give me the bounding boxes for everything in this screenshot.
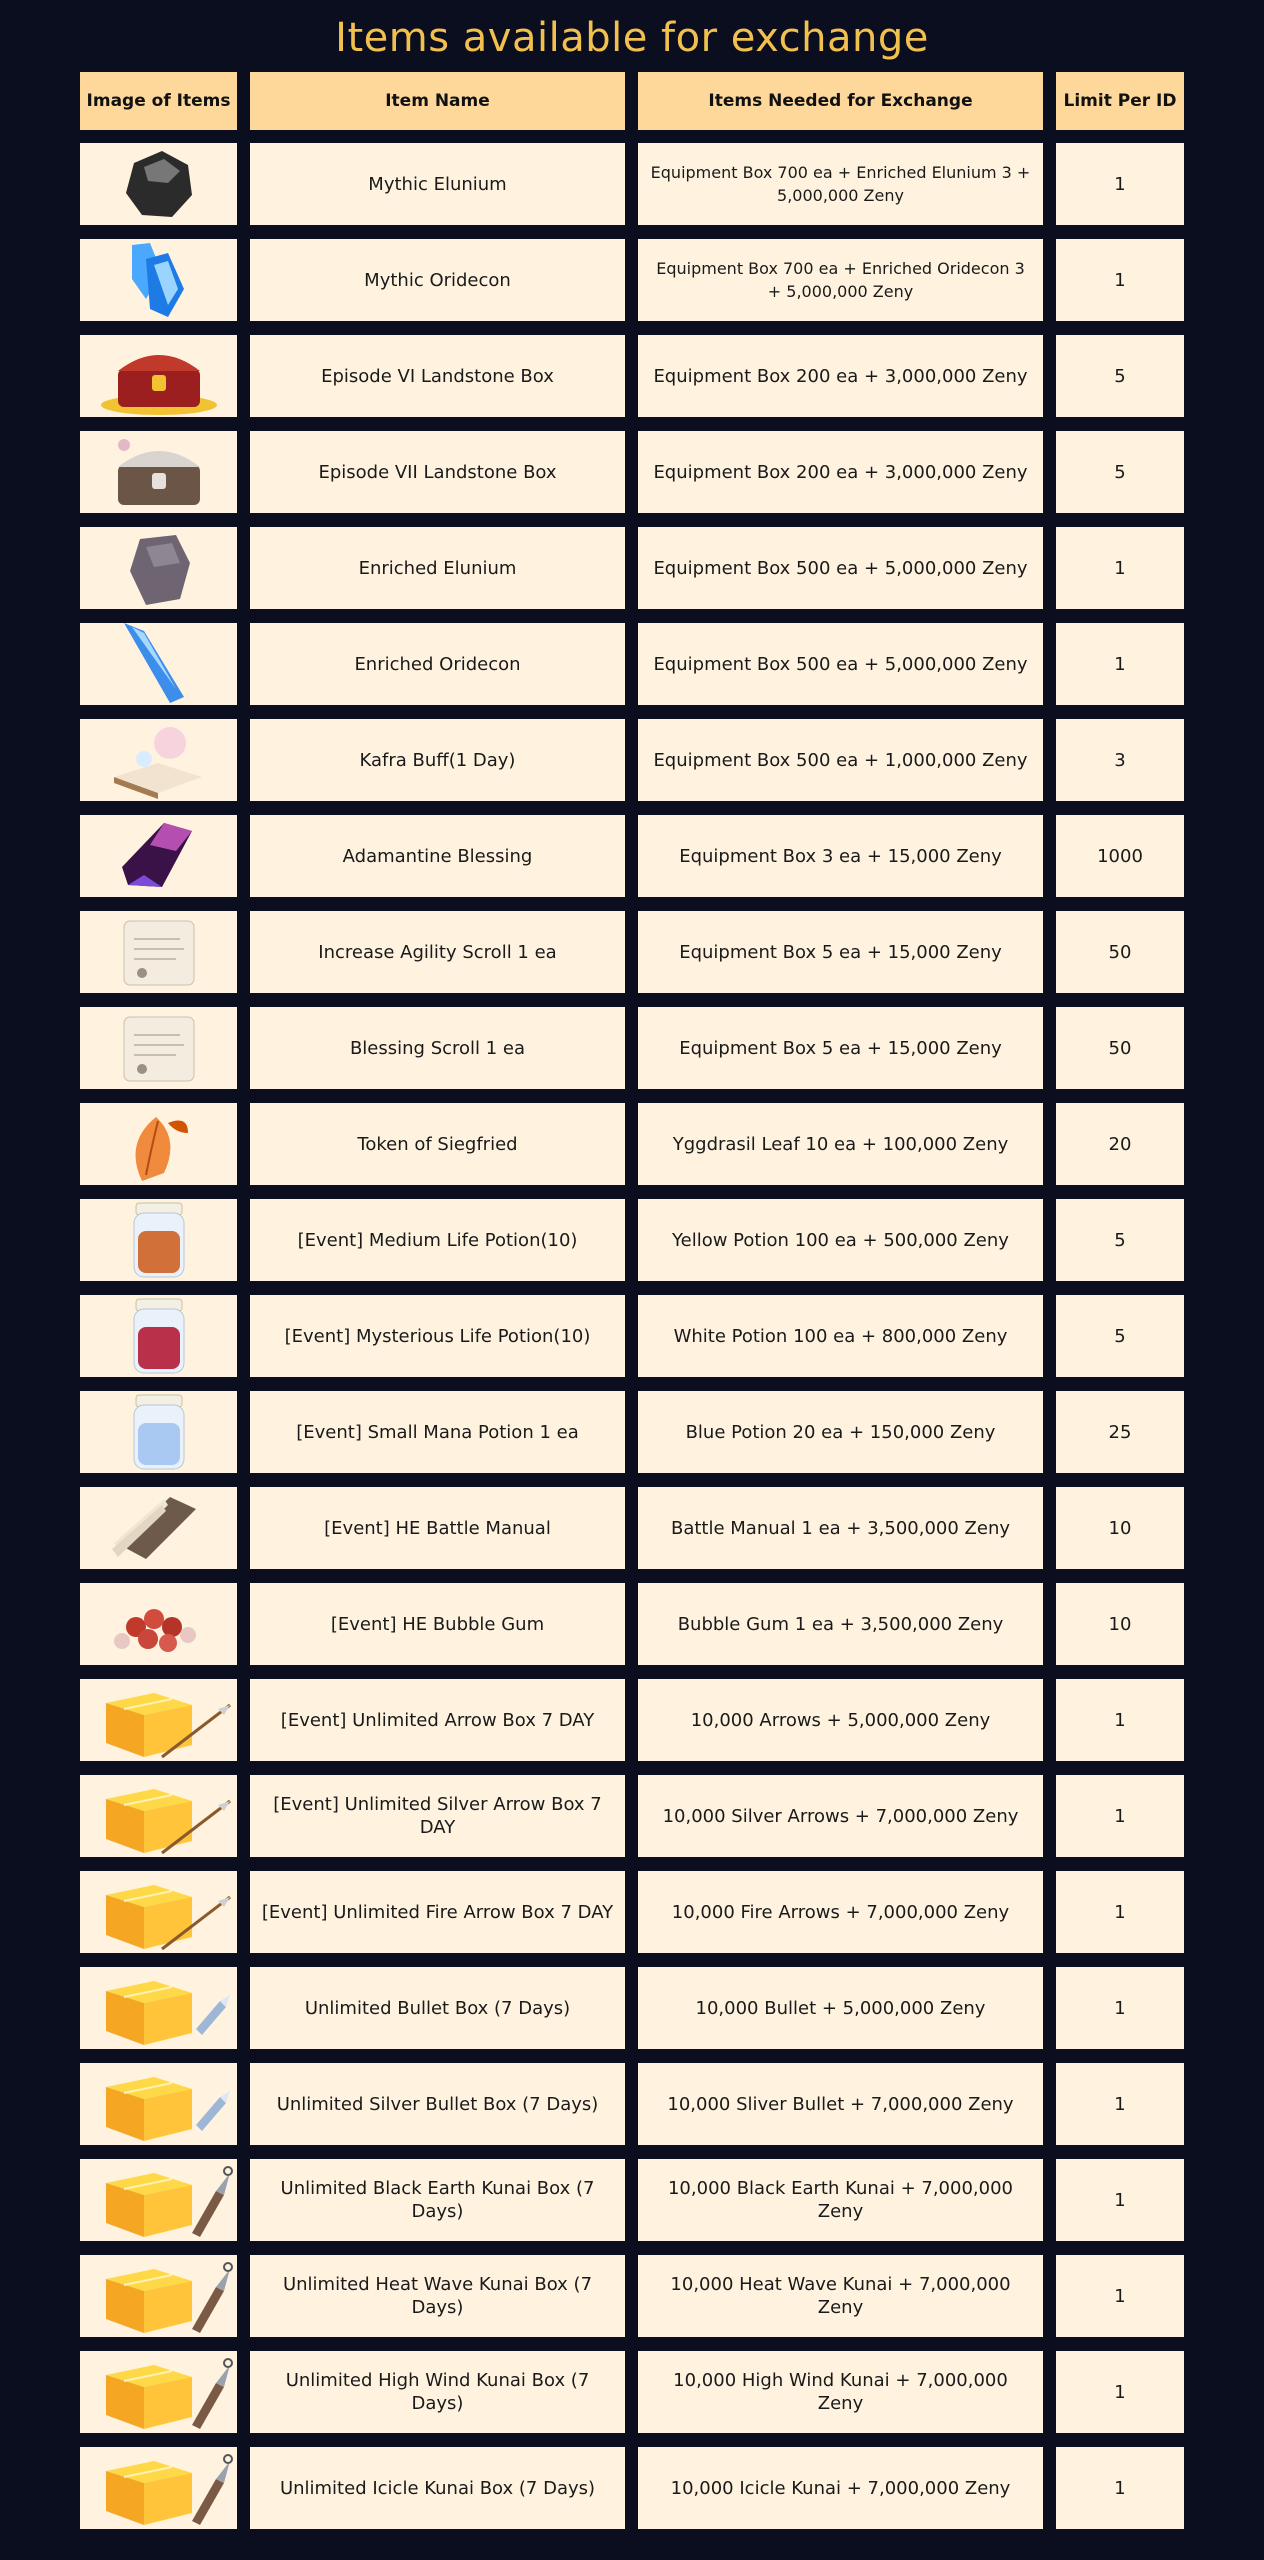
item-image-cell — [80, 335, 237, 417]
item-name: [Event] Unlimited Arrow Box 7 DAY — [250, 1679, 625, 1761]
item-name: [Event] HE Bubble Gum — [250, 1583, 625, 1665]
table-row — [0, 1391, 1264, 1473]
gold-box-bullet-icon — [84, 1967, 234, 2049]
table-row — [0, 911, 1264, 993]
items-needed: Equipment Box 500 ea + 1,000,000 Zeny — [638, 719, 1043, 801]
item-name: [Event] Small Mana Potion 1 ea — [250, 1391, 625, 1473]
open-book-orb-icon — [84, 719, 234, 801]
gold-box-kunai-icon — [84, 2447, 234, 2529]
item-image-cell — [80, 1295, 237, 1377]
item-name: Unlimited Silver Bullet Box (7 Days) — [250, 2063, 625, 2145]
limit-per-id: 1 — [1056, 2255, 1184, 2337]
item-image-cell — [80, 1007, 237, 1089]
items-needed: Yellow Potion 100 ea + 500,000 Zeny — [638, 1199, 1043, 1281]
items-needed: Bubble Gum 1 ea + 3,500,000 Zeny — [638, 1583, 1043, 1665]
item-image-cell — [80, 2159, 237, 2241]
limit-per-id: 20 — [1056, 1103, 1184, 1185]
table-row — [0, 1679, 1264, 1761]
table-row — [0, 1967, 1264, 2049]
item-name: Kafra Buff(1 Day) — [250, 719, 625, 801]
orange-potion-jar-icon — [84, 1199, 234, 1281]
item-image-cell — [80, 1775, 237, 1857]
item-image-cell — [80, 527, 237, 609]
gold-box-kunai-icon — [84, 2351, 234, 2433]
table-row — [0, 2255, 1264, 2337]
item-name: Blessing Scroll 1 ea — [250, 1007, 625, 1089]
item-image-cell — [80, 1391, 237, 1473]
leaf-feather-icon — [84, 1103, 234, 1185]
red-potion-jar-icon — [84, 1295, 234, 1377]
limit-per-id: 1 — [1056, 623, 1184, 705]
item-name: Episode VII Landstone Box — [250, 431, 625, 513]
items-needed: White Potion 100 ea + 800,000 Zeny — [638, 1295, 1043, 1377]
limit-per-id: 1 — [1056, 143, 1184, 225]
limit-per-id: 25 — [1056, 1391, 1184, 1473]
items-needed: Equipment Box 3 ea + 15,000 Zeny — [638, 815, 1043, 897]
table-row — [0, 431, 1264, 513]
items-needed: Equipment Box 200 ea + 3,000,000 Zeny — [638, 335, 1043, 417]
item-name: [Event] Unlimited Fire Arrow Box 7 DAY — [250, 1871, 625, 1953]
item-image-cell — [80, 1103, 237, 1185]
items-needed: 10,000 Sliver Bullet + 7,000,000 Zeny — [638, 2063, 1043, 2145]
items-needed: Equipment Box 700 ea + Enriched Elunium 3 + 5,000,000 Zeny — [638, 143, 1043, 225]
items-needed: Battle Manual 1 ea + 3,500,000 Zeny — [638, 1487, 1043, 1569]
table-row — [0, 1775, 1264, 1857]
table-row — [0, 623, 1264, 705]
items-needed: Equipment Box 200 ea + 3,000,000 Zeny — [638, 431, 1043, 513]
item-name: Unlimited Bullet Box (7 Days) — [250, 1967, 625, 2049]
item-name: Mythic Elunium — [250, 143, 625, 225]
limit-per-id: 1 — [1056, 527, 1184, 609]
items-needed: 10,000 Icicle Kunai + 7,000,000 Zeny — [638, 2447, 1043, 2529]
gold-box-kunai-icon — [84, 2255, 234, 2337]
item-image-cell — [80, 2447, 237, 2529]
limit-per-id: 5 — [1056, 431, 1184, 513]
limit-per-id: 50 — [1056, 911, 1184, 993]
item-image-cell — [80, 2063, 237, 2145]
table-row — [0, 2351, 1264, 2433]
limit-per-id: 1 — [1056, 2447, 1184, 2529]
page-title: Items available for exchange — [335, 15, 929, 61]
item-name: Enriched Elunium — [250, 527, 625, 609]
limit-per-id: 1 — [1056, 2351, 1184, 2433]
items-needed: 10,000 Arrows + 5,000,000 Zeny — [638, 1679, 1043, 1761]
limit-per-id: 1 — [1056, 1967, 1184, 2049]
item-image-cell — [80, 815, 237, 897]
manual-book-icon — [84, 1487, 234, 1569]
red-treasure-chest-icon — [84, 335, 234, 417]
items-needed: Yggdrasil Leaf 10 ea + 100,000 Zeny — [638, 1103, 1043, 1185]
item-name: Unlimited Icicle Kunai Box (7 Days) — [250, 2447, 625, 2529]
item-name: Enriched Oridecon — [250, 623, 625, 705]
item-image-cell — [80, 1679, 237, 1761]
limit-per-id: 1 — [1056, 1679, 1184, 1761]
limit-per-id: 5 — [1056, 1199, 1184, 1281]
table-row — [0, 719, 1264, 801]
table-row — [0, 2159, 1264, 2241]
item-name: Unlimited High Wind Kunai Box (7 Days) — [250, 2351, 625, 2433]
gold-box-kunai-icon — [84, 2159, 234, 2241]
item-image-cell — [80, 911, 237, 993]
item-image-cell — [80, 143, 237, 225]
table-row — [0, 1199, 1264, 1281]
item-name: Unlimited Black Earth Kunai Box (7 Days) — [250, 2159, 625, 2241]
limit-per-id: 1000 — [1056, 815, 1184, 897]
items-needed: Equipment Box 5 ea + 15,000 Zeny — [638, 1007, 1043, 1089]
table-row — [0, 2063, 1264, 2145]
item-image-cell — [80, 623, 237, 705]
item-name: Adamantine Blessing — [250, 815, 625, 897]
limit-per-id: 5 — [1056, 335, 1184, 417]
table-row — [0, 1871, 1264, 1953]
blue-crystal-icon — [84, 239, 234, 321]
item-name: Token of Siegfried — [250, 1103, 625, 1185]
table-header — [0, 72, 1264, 130]
black-stone-icon — [84, 143, 234, 225]
table-row — [0, 1487, 1264, 1569]
items-needed: 10,000 High Wind Kunai + 7,000,000 Zeny — [638, 2351, 1043, 2433]
gold-box-arrow-icon — [84, 1679, 234, 1761]
limit-per-id: 1 — [1056, 2159, 1184, 2241]
items-needed: 10,000 Heat Wave Kunai + 7,000,000 Zeny — [638, 2255, 1043, 2337]
item-name: Episode VI Landstone Box — [250, 335, 625, 417]
column-header-items-needed: Items Needed for Exchange — [638, 72, 1043, 130]
table-row — [0, 239, 1264, 321]
column-header-image: Image of Items — [80, 72, 237, 130]
table-row — [0, 1295, 1264, 1377]
item-image-cell — [80, 1967, 237, 2049]
items-needed: Equipment Box 5 ea + 15,000 Zeny — [638, 911, 1043, 993]
item-image-cell — [80, 1871, 237, 1953]
gold-box-arrow-icon — [84, 1775, 234, 1857]
items-needed: 10,000 Bullet + 5,000,000 Zeny — [638, 1967, 1043, 2049]
table-row — [0, 143, 1264, 225]
limit-per-id: 5 — [1056, 1295, 1184, 1377]
item-name: Mythic Oridecon — [250, 239, 625, 321]
items-needed: Equipment Box 700 ea + Enriched Oridecon 3 + 5,000,000 Zeny — [638, 239, 1043, 321]
item-name: [Event] Mysterious Life Potion(10) — [250, 1295, 625, 1377]
item-image-cell — [80, 431, 237, 513]
limit-per-id: 1 — [1056, 1775, 1184, 1857]
table-row — [0, 815, 1264, 897]
item-image-cell — [80, 1583, 237, 1665]
blue-potion-jar-icon — [84, 1391, 234, 1473]
scroll-icon — [84, 911, 234, 993]
items-needed: Equipment Box 500 ea + 5,000,000 Zeny — [638, 527, 1043, 609]
blue-shard-icon — [84, 623, 234, 705]
items-needed: Blue Potion 20 ea + 150,000 Zeny — [638, 1391, 1043, 1473]
table-row — [0, 1103, 1264, 1185]
column-header-item-name: Item Name — [250, 72, 625, 130]
gold-box-bullet-icon — [84, 2063, 234, 2145]
item-name: [Event] Unlimited Silver Arrow Box 7 DAY — [250, 1775, 625, 1857]
item-image-cell — [80, 719, 237, 801]
item-name: Unlimited Heat Wave Kunai Box (7 Days) — [250, 2255, 625, 2337]
limit-per-id: 3 — [1056, 719, 1184, 801]
scroll-icon — [84, 1007, 234, 1089]
item-name: Increase Agility Scroll 1 ea — [250, 911, 625, 993]
items-needed: 10,000 Black Earth Kunai + 7,000,000 Zeny — [638, 2159, 1043, 2241]
bubble-gum-icon — [84, 1583, 234, 1665]
item-name: [Event] HE Battle Manual — [250, 1487, 625, 1569]
column-header-limit: Limit Per ID — [1056, 72, 1184, 130]
limit-per-id: 1 — [1056, 2063, 1184, 2145]
items-needed: Equipment Box 500 ea + 5,000,000 Zeny — [638, 623, 1043, 705]
item-name: [Event] Medium Life Potion(10) — [250, 1199, 625, 1281]
table-row — [0, 527, 1264, 609]
item-image-cell — [80, 239, 237, 321]
table-row — [0, 1583, 1264, 1665]
items-needed: 10,000 Silver Arrows + 7,000,000 Zeny — [638, 1775, 1043, 1857]
item-image-cell — [80, 2351, 237, 2433]
limit-per-id: 10 — [1056, 1487, 1184, 1569]
limit-per-id: 1 — [1056, 1871, 1184, 1953]
items-needed: 10,000 Fire Arrows + 7,000,000 Zeny — [638, 1871, 1043, 1953]
gold-box-arrow-icon — [84, 1871, 234, 1953]
table-row — [0, 1007, 1264, 1089]
table-row — [0, 335, 1264, 417]
table-row — [0, 2447, 1264, 2529]
item-image-cell — [80, 2255, 237, 2337]
limit-per-id: 10 — [1056, 1583, 1184, 1665]
purple-gem-icon — [84, 815, 234, 897]
limit-per-id: 1 — [1056, 239, 1184, 321]
item-image-cell — [80, 1199, 237, 1281]
silver-treasure-chest-icon — [84, 431, 234, 513]
grey-stone-icon — [84, 527, 234, 609]
limit-per-id: 50 — [1056, 1007, 1184, 1089]
item-image-cell — [80, 1487, 237, 1569]
